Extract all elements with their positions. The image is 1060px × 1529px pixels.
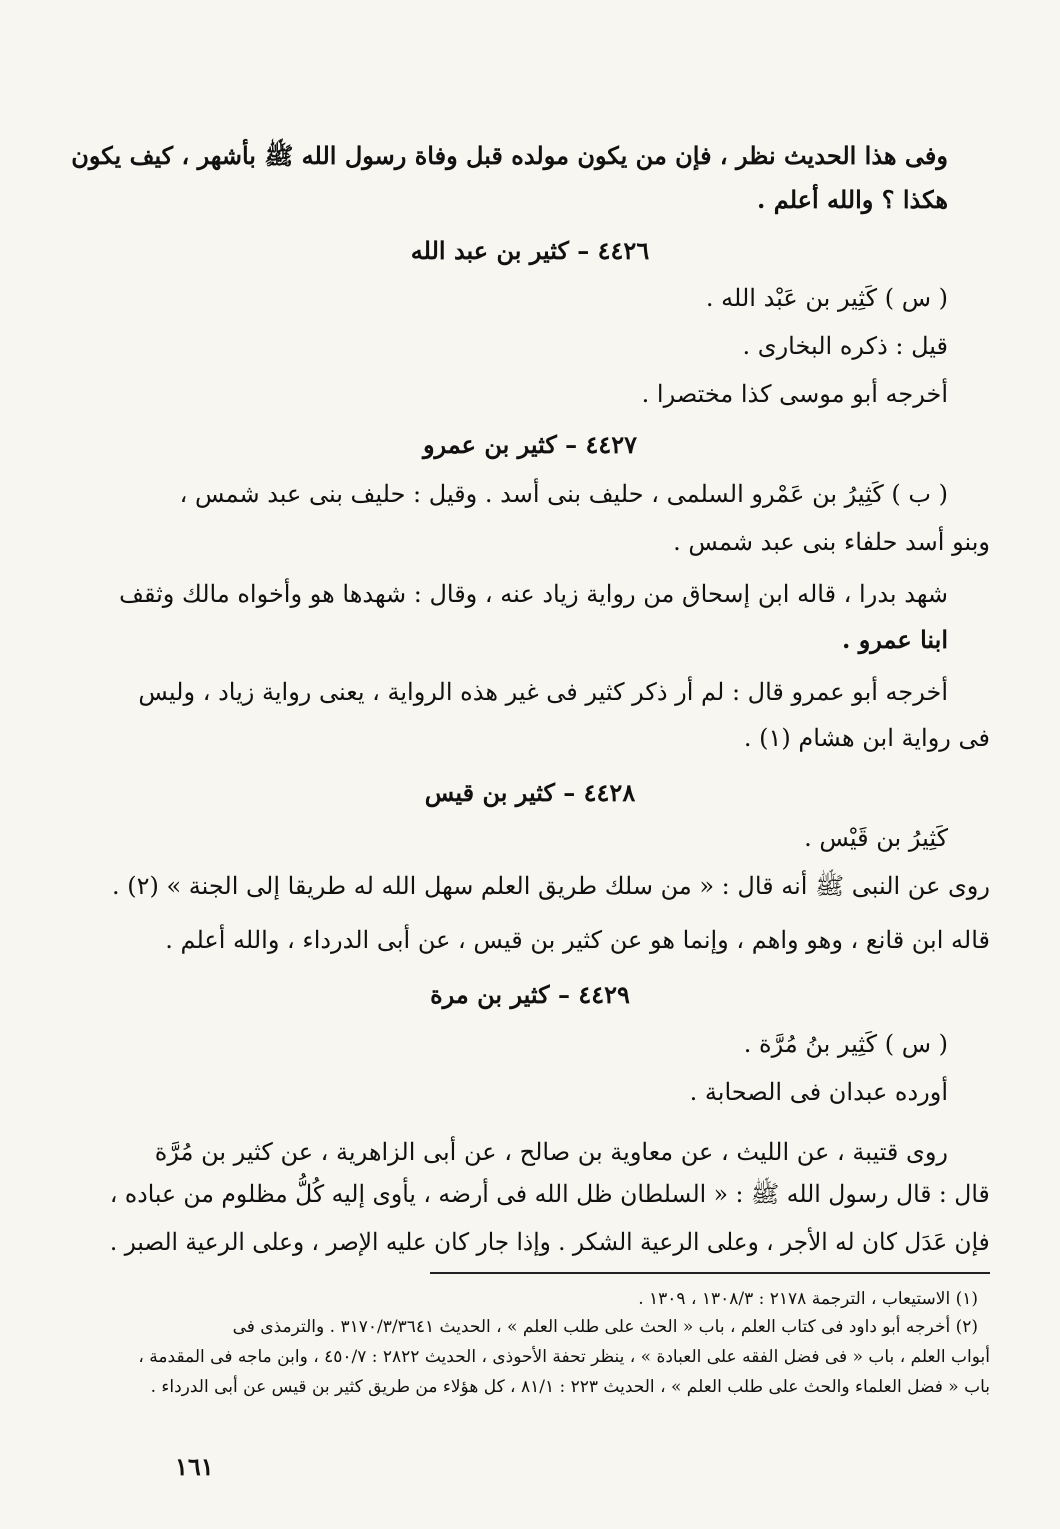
entry-4426-line-2: قيل : ذكره البخارى . — [742, 332, 948, 360]
footnote-2-line-3: باب « فضل العلماء والحث على طلب العلم » ، الحديث ٢٢٣ : ٨١/١ ، كل هؤلاء من طريق كثير بن قيس عن أبى الدرداء . — [150, 1377, 990, 1397]
entry-4427-line-3: شهد بدرا ، قاله ابن إسحاق من رواية زياد عنه ، وقال : شهدها هو وأخواه مالك وثقف — [119, 580, 948, 608]
intro-line-2: هكذا ؟ والله أعلم . — [757, 185, 948, 214]
entry-4429-line-2: أورده عبدان فى الصحابة . — [689, 1078, 948, 1106]
entry-heading-4428: ٤٤٢٨ – كثير بن قيس — [424, 778, 636, 807]
entry-4427-line-4: ابنا عمرو . — [842, 625, 948, 654]
entry-4428-line-3: قاله ابن قانع ، وهو واهم ، وإنما هو عن كثير بن قيس ، عن أبى الدرداء ، والله أعلم . — [165, 926, 990, 954]
entry-4428-line-1: كَثِيرُ بن قَيْس . — [804, 824, 948, 852]
intro-line-1: وفى هذا الحديث نظر ، فإن من يكون مولده قبل وفاة رسول الله ﷺ بأشهر ، كيف يكون — [71, 141, 948, 170]
footnote-1: (١) الاستيعاب ، الترجمة ٢١٧٨ : ١٣٠٨/٣ ، ١٣٠٩ . — [638, 1289, 978, 1309]
entry-4427-line-5: أخرجه أبو عمرو قال : لم أر ذكر كثير فى غير هذه الرواية ، يعنى رواية زياد ، وليس — [138, 678, 948, 706]
entry-4429-line-1: ( س ) كَثِير بنُ مُرَّة . — [743, 1030, 948, 1058]
entry-heading-4427: ٤٤٢٧ – كثير بن عمرو — [422, 430, 638, 459]
footnote-2-line-2: أبواب العلم ، باب « فى فضل الفقه على العبادة » ، ينظر تحفة الأحوذى ، الحديث ٢٨٢٢ : ٤٥٠/٧ ، وابن ماجه فى المقدمة ، — [138, 1347, 990, 1367]
entry-4427-line-6: فى رواية ابن هشام (١) . — [743, 724, 990, 752]
entry-4428-line-2: روى عن النبى ﷺ أنه قال : « من سلك طريق العلم سهل الله له طريقا إلى الجنة » (٢) . — [111, 872, 990, 900]
entry-4426-line-1: ( س ) كَثِير بن عَبْد الله . — [705, 284, 948, 312]
footnote-2-line-1: (٢) أخرجه أبو داود فى كتاب العلم ، باب « الحث على طلب العلم » ، الحديث ٣١٧٠/٣/٣٦٤١ . والترمذى فى — [232, 1317, 978, 1337]
entry-heading-4429: ٤٤٢٩ – كثير بن مرة — [430, 980, 630, 1009]
entry-4427-line-1: ( ب ) كَثِيرُ بن عَمْرو السلمى ، حليف بنى أسد . وقيل : حليف بنى عبد شمس ، — [179, 480, 948, 508]
entry-4426-line-3: أخرجه أبو موسى كذا مختصرا . — [641, 380, 948, 408]
footnote-separator — [430, 1272, 990, 1274]
entry-4429-line-5: فإن عَدَل كان له الأجر ، وعلى الرعية الشكر . وإذا جار كان عليه الإصر ، وعلى الرعية الصبر . — [110, 1228, 990, 1256]
entry-heading-4426: ٤٤٢٦ – كثير بن عبد الله — [410, 236, 650, 265]
entry-4429-line-4: قال : قال رسول الله ﷺ : « السلطان ظل الله فى أرضه ، يأوى إليه كُلُّ مظلوم من عباده ، — [110, 1180, 990, 1208]
entry-4429-line-3: روى قتيبة ، عن الليث ، عن معاوية بن صالح ، عن أبى الزاهرية ، عن كثير بن مُرَّة — [154, 1138, 948, 1166]
entry-4427-line-2: وبنو أسد حلفاء بنى عبد شمس . — [673, 528, 990, 556]
page-number: ١٦١ — [175, 1452, 214, 1481]
